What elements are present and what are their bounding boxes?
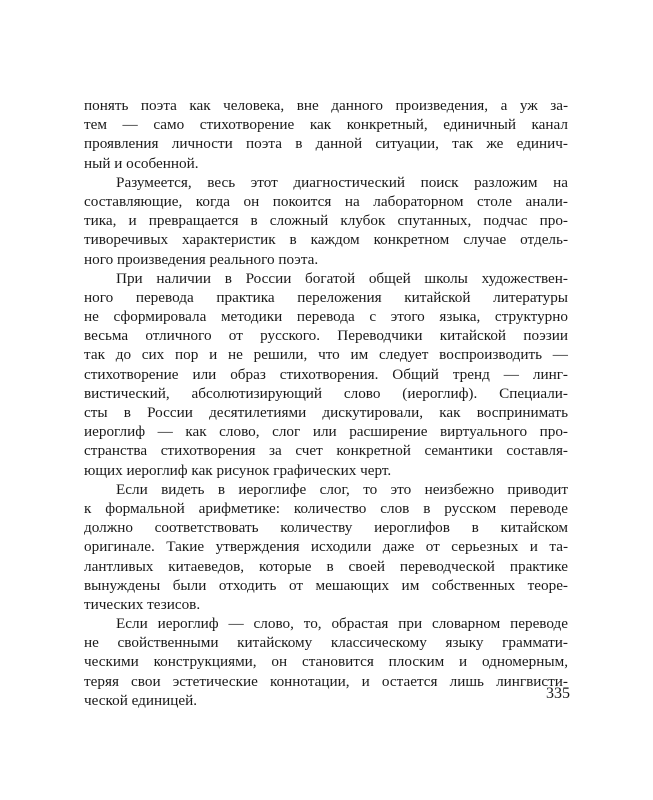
text-line: составляющие, когда он покоится на лабораторном столе анали- (84, 192, 568, 210)
text-line: так до сих пор и не решили, что им следует воспроизводить — (84, 346, 568, 364)
text-line: стихотворение или образ стихотворения. Общий тренд — линг- (84, 365, 568, 383)
body-text (84, 96, 568, 710)
text-line: тем — само стихотворение как конкретный, единичный канал (84, 116, 568, 134)
text-line: не свойственными китайскому классическому языку граммати- (84, 634, 568, 652)
text-line: проявления личности поэта в данной ситуации, так же единич- (84, 135, 568, 153)
text-line: должно соответствовать количеству иероглифов в китайском (84, 519, 568, 537)
text-line: тиворечивых характеристик в каждом конкретном случае отдель- (84, 231, 568, 249)
text-line: оригинале. Такие утверждения исходили даже от серьезных и та- (84, 538, 568, 556)
text-line: лантливых китаеведов, которые в своей переводческой практике (84, 557, 568, 575)
text-line: странства стихотворения за счет конкретной семантики составля- (84, 442, 568, 460)
text-line: ного перевода практика переложения китайской литературы (84, 288, 568, 306)
text-line: вынуждены были отходить от мешающих им собственных теоре- (84, 576, 568, 594)
text-line: ного произведения реального поэта. (84, 250, 319, 268)
text-line: тических тезисов. (84, 595, 201, 613)
text-line: Если видеть в иероглифе слог, то это неизбежно приводит (116, 480, 568, 498)
text-line: к формальной арифметике: количество слов в русском переводе (84, 499, 568, 517)
text-line: ческой единицей. (84, 691, 198, 709)
text-line: ный и особенной. (84, 154, 199, 172)
text-line: не сформировала методики перевода с этого языка, структурно (84, 308, 568, 326)
text-line: ющих иероглиф как рисунок графических черт. (84, 461, 392, 479)
text-line: При наличии в России богатой общей школы художествен- (116, 269, 568, 287)
text-line: понять поэта как человека, вне данного произведения, а уж за- (84, 97, 568, 114)
text-line: весьма отличного от русского. Переводчики китайской поэзии (84, 327, 568, 345)
text-line: тика, и превращается в сложный клубок спутанных, подчас про- (84, 212, 568, 230)
page-number: 335 (546, 685, 570, 702)
text-line: Разумеется, весь этот диагностический поиск разложим на (116, 173, 568, 191)
text-line: Если иероглиф — слово, то, обрастая при словарном переводе (116, 615, 568, 633)
text-line: теряя свои эстетические коннотации, и остается лишь лингвисти- (84, 672, 568, 690)
text-line: ческими конструкциями, он становится плоским и одномерным, (84, 653, 568, 671)
text-line: вистический, абсолютизирующий слово (иероглиф). Специали- (84, 384, 568, 402)
text-line: сты в России десятилетиями дискутировали, как воспринимать (84, 404, 568, 421)
text-line: иероглиф — как слово, слог или расширение виртуального про- (84, 423, 568, 441)
